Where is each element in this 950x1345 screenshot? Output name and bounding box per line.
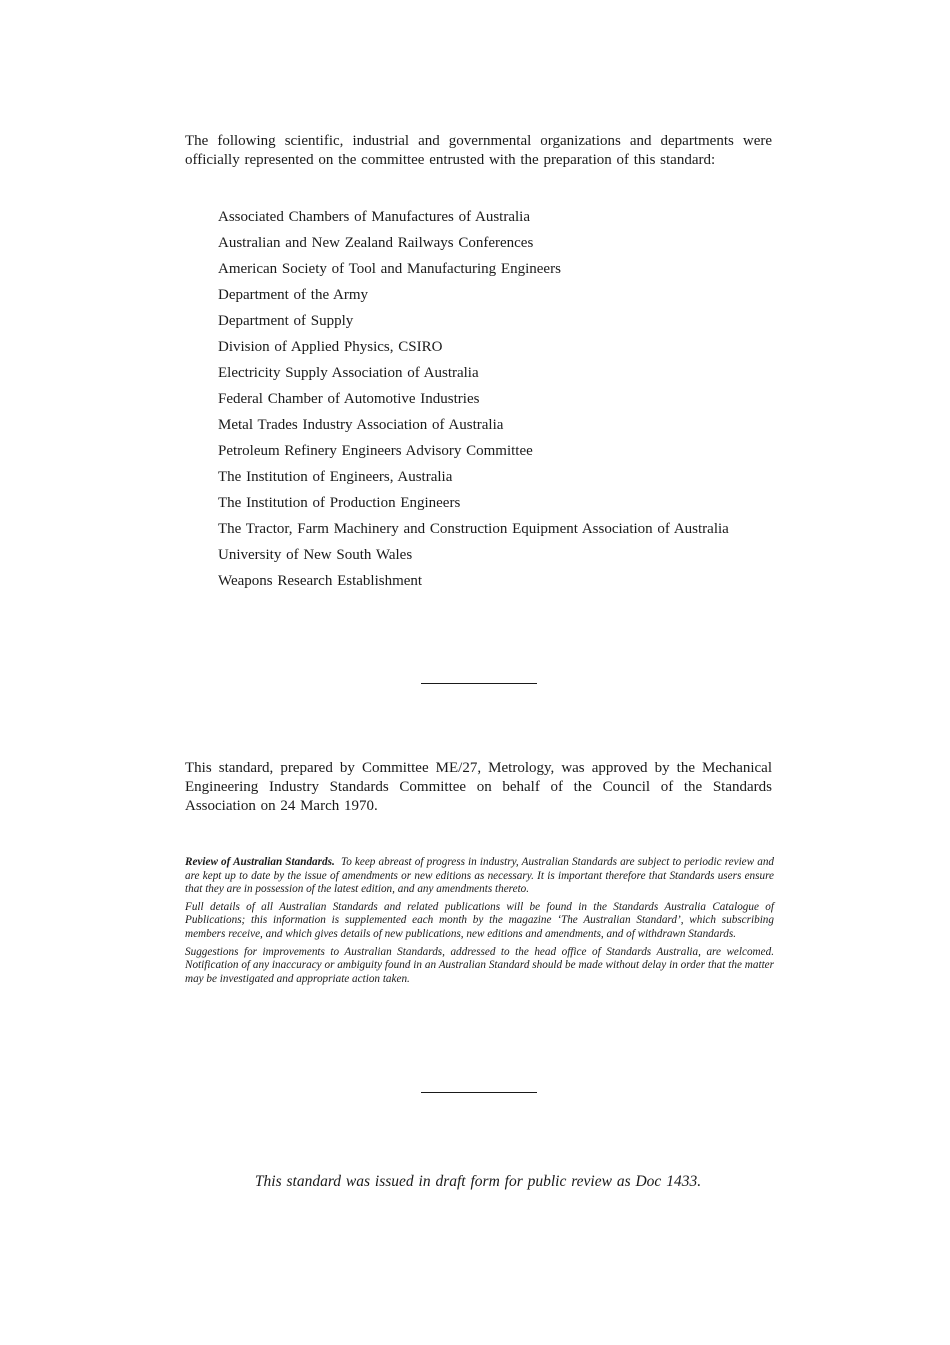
divider — [421, 683, 537, 684]
draft-note: This standard was issued in draft form for public review as Doc 1433. — [254, 1173, 702, 1190]
list-item: Division of Applied Physics, CSIRO — [218, 339, 443, 355]
review-note — [185, 856, 774, 897]
approval-paragraph: This standard, prepared by Committee ME/27, Metrology, was approved by the Mechanical Engineering Industry Standards Committee on behalf of the Council of the Standards Association on 24 March 1970. — [185, 760, 772, 814]
list-item: The Tractor, Farm Machinery and Construction Equipment Association of Australia — [218, 521, 729, 537]
list-item: Australian and New Zealand Railways Conferences — [218, 235, 534, 251]
list-item: Department of Supply — [218, 313, 354, 329]
list-item: Weapons Research Establishment — [218, 573, 423, 589]
organization-list — [218, 208, 758, 598]
list-item: Department of the Army — [218, 287, 369, 303]
list-item: Associated Chambers of Manufactures of Australia — [218, 209, 530, 225]
list-item: Federal Chamber of Automotive Industries — [218, 391, 480, 407]
list-item: University of New South Wales — [218, 547, 413, 563]
notes-block — [185, 856, 774, 990]
review-heading: Review of Australian Standards. — [185, 856, 335, 868]
list-item: The Institution of Engineers, Australia — [218, 469, 453, 485]
list-item: Electricity Supply Association of Australia — [218, 365, 479, 381]
details-note: Full details of all Australian Standards and related publications will be found in the Standards Australia Catalogue of Publications; this information is supplemented each month by the magazine ‘The Australian Standard’, which subscribing members receive, and which gives details of new publications, new editions and amendments, and of withdrawn Standards. — [185, 900, 774, 940]
list-item: The Institution of Production Engineers — [218, 495, 461, 511]
suggestions-note: Suggestions for improvements to Australian Standards, addressed to the head office of Standards Australia, are welcomed. Notification of any inaccuracy or ambiguity found in an Australian Standard should be made without delay in order that the matter may be investigated and appropriate action taken. — [185, 945, 774, 985]
list-item: American Society of Tool and Manufacturing Engineers — [218, 261, 561, 277]
list-item: Metal Trades Industry Association of Australia — [218, 417, 504, 433]
review-text: To keep abreast of progress in industry, Australian Standards are subject to periodic review and are kept up to date by the issue of amendments or new editions as necessary. It is important therefore that Standards users ensure that they are in possession of the latest edition, and any amendments thereto. — [185, 856, 775, 896]
divider — [421, 1092, 537, 1093]
intro-paragraph: The following scientific, industrial and governmental organizations and departments were officially represented on the committee entrusted with the preparation of this standard: — [185, 133, 772, 168]
list-item: Petroleum Refinery Engineers Advisory Committee — [218, 443, 533, 459]
